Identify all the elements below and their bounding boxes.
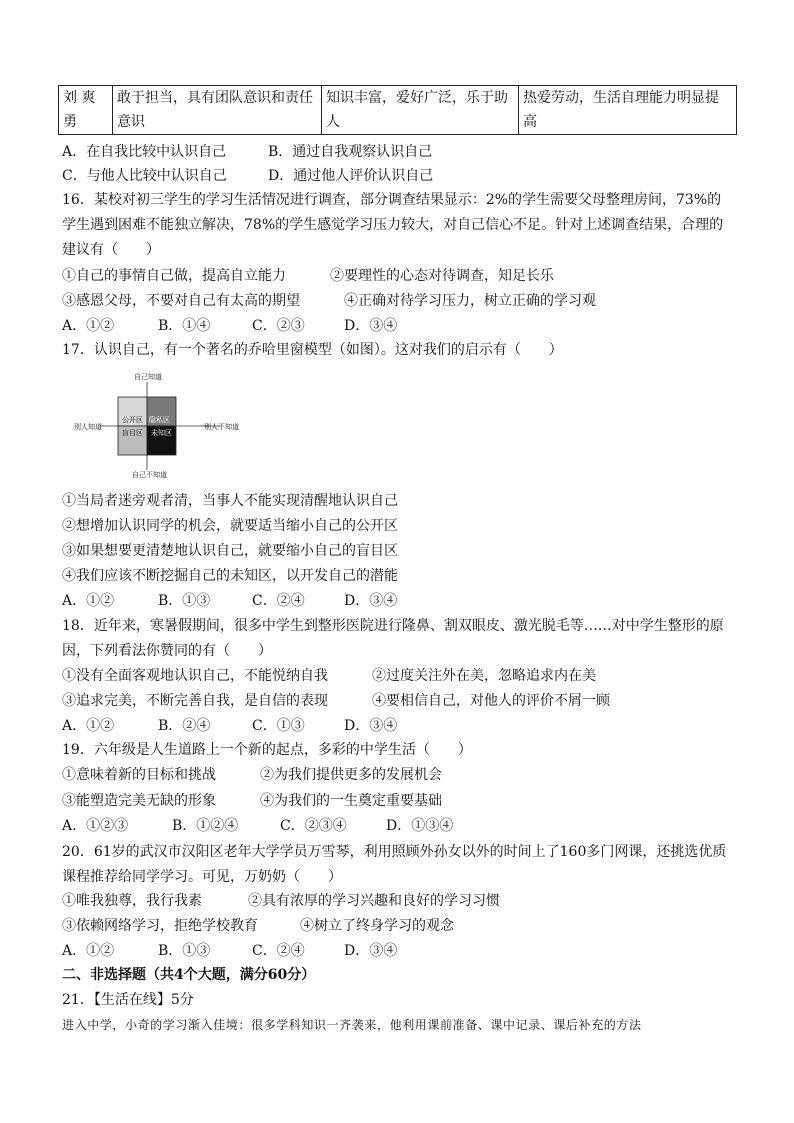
q16-statement-4: ④正确对待学习压力，树立正确的学习观 (344, 293, 596, 309)
q16-option-b: B．①④ (158, 318, 211, 334)
q17-option-b: B．①③ (158, 593, 211, 609)
q18-option-d: D．③④ (344, 718, 398, 734)
q19-stem: 19．六年级是人生道路上一个新的起点，多彩的中学生活（ ） (62, 742, 472, 758)
table-row (59, 86, 737, 135)
q20-option-b: B．①③ (158, 943, 211, 959)
q20-stem: 20．61岁的武汉市汉阳区老年大学学员万雪琴，利用照顾外孙女以外的时间上了160多门网课，还挑选优质课程推荐给同学学习。可见，万奶奶（ ） (62, 844, 727, 885)
q20-statement-1: ①唯我独尊，我行我素 (62, 893, 202, 909)
q17-statement-1: ①当局者迷旁观者清，当事人不能实现清醒地认识自己 (62, 493, 398, 509)
q20-option-c: C．②④ (252, 943, 305, 959)
axis-label-right: 别人不知道 (204, 423, 239, 431)
q16-option-c: C．②③ (252, 318, 305, 334)
comparison-table (58, 85, 737, 135)
q19-statement-1: ①意味着新的目标和挑战 (62, 767, 216, 783)
hidden-area-label: 隐私区 (149, 416, 170, 424)
q17-option-d: D．③④ (344, 593, 398, 609)
q15-option-b: B．通过自我观察认识自己 (268, 144, 433, 160)
q19-statement-2: ②为我们提供更多的发展机会 (260, 767, 442, 783)
q18-stem: 18．近年来，寒暑假期间，很多中学生到整形医院进行隆鼻、割双眼皮、激光脱毛等……对中学生整形的原因，下列看法你赞同的有（ ） (62, 618, 724, 659)
blind-area-label: 盲目区 (122, 429, 143, 437)
q17-statement-2: ②想增加认识同学的机会，就要适当缩小自己的公开区 (62, 518, 398, 534)
unknown-area-label: 未知区 (151, 429, 172, 437)
q16-option-a: A．①② (62, 318, 115, 334)
q18-option-b: B．②④ (158, 718, 211, 734)
q19-statement-4: ④为我们的一生奠定重要基础 (260, 793, 442, 809)
q15-option-c: C．与他人比较中认识自己 (62, 168, 227, 184)
q18-statement-1: ①没有全面客观地认识自己，不能悦纳自我 (62, 668, 328, 684)
table-cell: 敢于担当，具有团队意识和责任意识 (113, 86, 322, 135)
table-cell-name: 刘 爽勇 (59, 86, 113, 135)
johari-window-figure (74, 370, 250, 480)
q20-option-a: A．①② (62, 943, 115, 959)
q19-statement-3: ③能塑造完美无缺的形象 (62, 793, 216, 809)
q20-statement-3: ③依赖网络学习，拒绝学校教育 (62, 918, 258, 934)
q16-statement-1: ①自己的事情自己做，提高自立能力 (62, 268, 286, 284)
q21-title: 21．【生活在线】5分 (62, 992, 194, 1008)
q21-paragraph: 进入中学，小奇的学习渐入佳境：很多学科知识一齐袭来，他利用课前准备、课中记录、课后补充的方法 (62, 1018, 642, 1032)
q16-statement-2: ②要理性的心态对待调查，知足长乐 (330, 268, 554, 284)
q15-option-a: A．在自我比较中认识自己 (62, 144, 227, 160)
q20-statement-4: ④树立了终身学习的观念 (300, 918, 454, 934)
q19-option-a: A．①②③ (62, 818, 129, 834)
q18-statement-3: ③追求完美，不断完善自我，是自信的表现 (62, 693, 328, 709)
table-cell: 热爱劳动，生活自理能力明显提高 (519, 86, 737, 135)
q18-option-a: A．①② (62, 718, 115, 734)
q16-option-d: D．③④ (344, 318, 398, 334)
q20-statement-2: ②具有浓厚的学习兴趣和良好的学习习惯 (248, 893, 500, 909)
table-cell: 知识丰富，爱好广泛，乐于助人 (322, 86, 519, 135)
section-heading: 二、非选择题（共4个大题，满分60分） (62, 967, 316, 983)
q17-option-c: C．②④ (252, 593, 305, 609)
q16-statement-3: ③感恩父母，不要对自己有太高的期望 (62, 293, 300, 309)
q20-option-d: D．③④ (344, 943, 398, 959)
q17-option-a: A．①② (62, 593, 115, 609)
q18-statement-2: ②过度关注外在美，忽略追求内在美 (372, 668, 596, 684)
q19-option-d: D．①③④ (386, 818, 454, 834)
q16-stem: 16．某校对初三学生的学习生活情况进行调查，部分调查结果显示：2%的学生需要父母整理房间，73%的学生遇到困难不能独立解决，78%的学生感觉学习压力较大，对自己信心不足。针对上述调查结果，合理的建议有（ ） (62, 192, 724, 258)
q18-option-c: C．①③ (252, 718, 305, 734)
q17-statement-3: ③如果想要更清楚地认识自己，就要缩小自己的盲目区 (62, 543, 398, 559)
axis-label-bottom: 自己不知道 (132, 471, 167, 479)
q15-option-d: D．通过他人评价认识自己 (268, 168, 434, 184)
q19-option-b: B．①②④ (172, 818, 239, 834)
axis-label-left: 别人知道 (74, 423, 102, 431)
q18-statement-4: ④要相信自己，对他人的评价不屑一顾 (372, 693, 610, 709)
q17-statement-4: ④我们应该不断挖掘自己的未知区，以开发自己的潜能 (62, 568, 398, 584)
q19-option-c: C．②③④ (280, 818, 347, 834)
q17-stem: 17．认识自己，有一个著名的乔哈里窗模型（如图）。这对我们的启示有（ ） (62, 342, 563, 358)
axis-label-top: 自己知道 (134, 373, 162, 381)
open-area-label: 公开区 (122, 416, 143, 424)
